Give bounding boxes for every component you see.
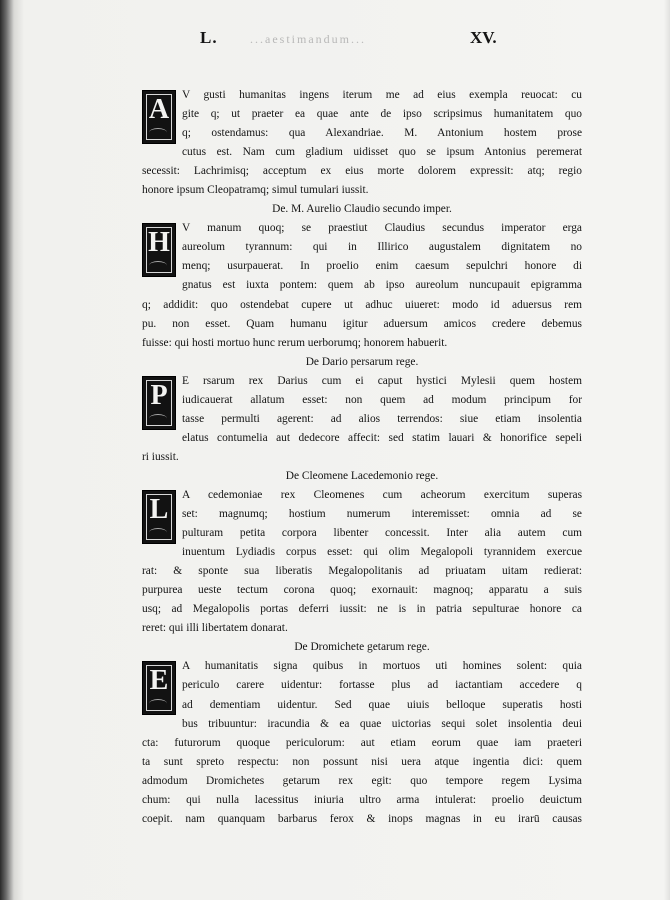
text-line: cutus est. Nam cum gladium uidisset quo se ipsum Antonius peremerat [182,146,582,159]
text-line: E rsarum rex Darius cum ei caput hystici Mylesii quem hostem [182,374,582,387]
text-line: V gusti humanitas ingens iterum me ad eius exempla reuocat: cu [182,89,582,101]
running-head-left: L. [200,28,218,47]
text-line: A cedemoniae rex Cleomenes cum acheorum exercitum superas [182,488,582,501]
text-line: chum: qui nulla lacessitus iniuria ultro arma intulerat: proelio deuictum [142,793,582,806]
leaf-ornament-icon [149,528,167,537]
initial-letter: A [148,94,170,125]
text-line: inuentum Lydiadis corpus esset: qui olim Megalopoli tyrannidem exercue [182,546,582,559]
text-line: bus tribuuntur: iracundia & ea quae uictorias sequi solet insolentia deui [182,717,582,730]
folio-number: XV. [470,28,497,47]
initial-letter: E [149,665,169,697]
leaf-ornament-icon [149,261,167,270]
text-line: ri iussit. [142,450,179,463]
leaf-ornament-icon [149,128,167,137]
text-line: pulturam petita corpora libenter concessit. Inter alia autem cum [182,527,582,540]
section-heading: De Cleomene Lacedemonio rege. [285,469,439,482]
section-dromichetes [142,657,582,828]
text-line: ta sunt spreto respectu: non possunt nisi uera atque ingentia dici: quem [142,755,582,768]
text-line: gite q; ut praeter ea quae ante de ipso scripsimus humanitatem quo [182,108,582,121]
text-line: coepit. nam quanquam barbarus ferox & inops magnas in eu irarū causas [142,812,582,825]
text-line: purpurea ueste tectum corona quoq; exornauit: magnoq; apparatu a suis [142,584,582,597]
section-cleomenes [142,486,582,638]
text-line: q; ostendamus: qua Alexandriae. M. Antonium hostem prose [182,127,582,140]
decorated-initial-h [142,223,176,277]
initial-letter: P [150,379,168,411]
text-line: usq; ad Megalopolis portas deferri iussit: ne is in patria sepulturae honore ca [142,603,582,616]
decorated-initial-a [142,90,176,144]
text-line: admodum Dromichetes getarum rex egit: quo tempore regem Lysima [142,774,582,787]
text-line: rat: & sponte sua liberatis Megalopolitanis ad priuatam uitam redierat: [142,565,582,578]
text-line: elatus contumelia aut dedecore affecit: sed statim lauari & honorifice sepeli [182,431,582,444]
section-darius [142,372,582,467]
decorated-initial-e [142,661,176,715]
text-line: honore ipsum Cleopatramq; simul tumulari iussit. [142,184,369,197]
decorated-initial-p [142,376,176,430]
section-augustus [142,86,582,200]
text-line: cta: futurorum quoque periculorum: aut etiam eorum quae iam praeteri [142,736,582,749]
text-line: fuisse: qui hosti mortuo hunc rerum uerborumq; honorem habuerit. [142,336,448,349]
text-line: set: magnumq; hostium numerum interemisset: omnia ad se [182,508,582,521]
page-edge-shadow [664,0,670,900]
text-line: ad dementiam uidentur. Sed quae uiuis belloque superatis hosti [182,698,582,711]
page-text [142,86,582,829]
leaf-ornament-icon [149,414,167,423]
text-line: pu. non esset. Quam humanu igitur aduersum amicos credere debemus [142,317,582,330]
section-claudius [142,219,582,352]
text-line: iudicauerat allatum esset: non quem ad modum principum for [182,393,582,406]
text-line: periculo carere uidentur: fortasse plus ad iactantiam accedere q [182,679,582,692]
text-line: q; addidit: quo ostendebat cupere ut adhuc uiueret: modo id aduersus rem [142,298,582,311]
text-line: gnatus est iuxta pontem: quem ab ipso aureolum nuncupauit epigramma [182,279,582,292]
section-heading: De Dario persarum rege. [305,355,419,368]
initial-letter: H [148,227,170,259]
initial-letter: L [149,493,169,525]
text-line: A humanitatis signa quibus in mortuos uti homines solent: quia [182,660,582,673]
text-line: V manum quoq; se praestiut Claudius secundus imperator erga [182,222,582,235]
text-line: aureolum tyrannum: qui in Illirico augustalem dignitatem no [182,241,582,254]
text-line: menq; usurpauerat. In proelio enim caesum sepulchri honore di [182,260,582,273]
running-head-faded: ...aestimandum... [250,32,366,46]
text-line: secessit: Lachrimisq; acceptum ex eius morte dolorem expressit: atq; regio [142,165,582,178]
text-line: reret: qui illi libertatem donarat. [142,622,288,635]
section-heading: De. M. Aurelio Claudio secundo imper. [272,203,452,216]
decorated-initial-l [142,490,176,544]
section-heading: De Dromichete getarum rege. [294,641,430,654]
text-line: tasse permulti agerent: ad alios terrendos: siue etiam insolentia [182,412,582,425]
leaf-ornament-icon [149,699,167,708]
